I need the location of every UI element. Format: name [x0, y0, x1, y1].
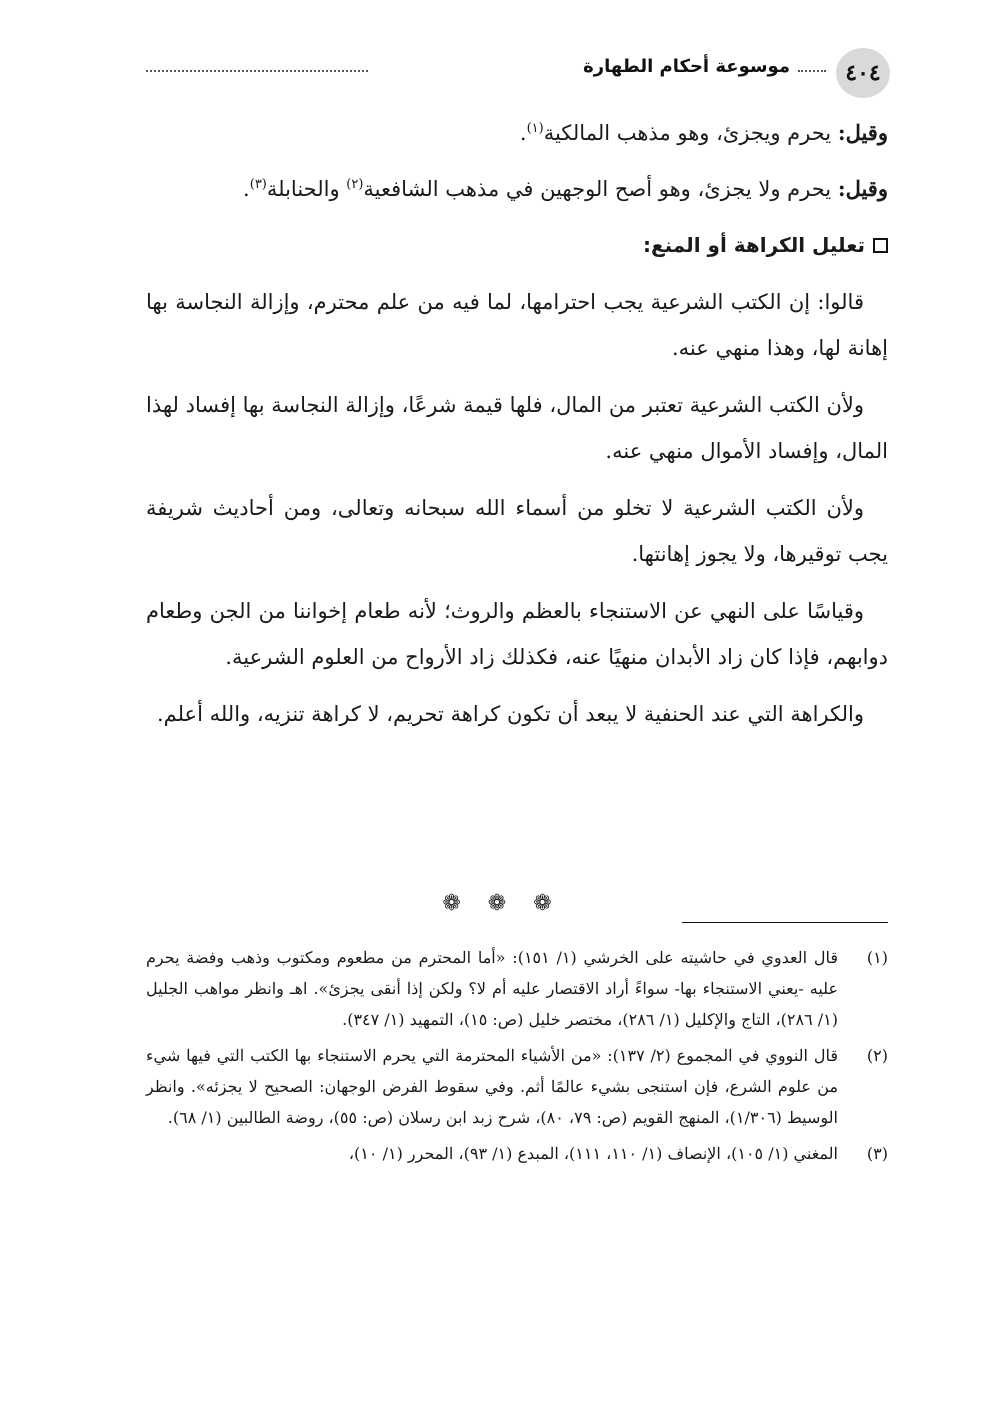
- footnote-divider: [682, 922, 888, 923]
- footnote-ref: (١): [526, 121, 544, 136]
- footnote-ref: (٢): [346, 177, 364, 192]
- opinion-lead: وقيل:: [837, 120, 888, 145]
- body-paragraph: ولأن الكتب الشرعية لا تخلو من أسماء الله سبحانه وتعالى، ومن أحاديث شريفة يجب توقيرها، ولا يجوز إهانتها.: [146, 496, 888, 566]
- footnote-text: قال العدوي في حاشيته على الخرشي (١/ ١٥١): «أما المحترم من مطعوم ومكتوب وذهب وفضة يحرم عليه -يعني الاستنجاء بها- سواءً أراد الاقتصار عليه أم لا؟ ولكن إذا أنقى يجزئ». اهـ وانظر مواهب الجليل (١/ ٢٨٦)، التاج والإكليل (١/ ٢٨٦)، مختصر خليل (ص: ١٥)، التمهيد (١/ ٣٤٧).: [146, 948, 838, 1029]
- body-paragraph: والكراهة التي عند الحنفية لا يبعد أن تكون كراهة تحريم، لا كراهة تنزيه، والله أعلم.: [156, 702, 864, 726]
- footnote-item: [146, 942, 888, 1035]
- footnote-text: قال النووي في المجموع (٢/ ١٣٧): «من الأشياء المحترمة التي يحرم الاستنجاء بها الكتب التي فيها شيء من علوم الشرع، فإن استنجى بشيء عالمًا أثم. وفي سقوط الفرض الوجهان: الصحيح لا يجزئه». وانظر الوسيط (١/٣٠٦)، المنهج القويم (ص: ٧٩، ٨٠)، شرح زبد ابن رسلان (ص: ٥٥)، روضة الطالبين (١/ ٦٨).: [146, 1046, 838, 1127]
- footnote-number: (٢): [866, 1046, 888, 1065]
- footnote-ref: (٣): [249, 177, 267, 192]
- footnote-item: [146, 1040, 888, 1133]
- opinion-text: يحرم ويجزئ، وهو مذهب المالكية: [543, 121, 838, 145]
- footnotes: [146, 942, 888, 1174]
- body-paragraph: وقياسًا على النهي عن الاستنجاء بالعظم والروث؛ لأنه طعام إخواننا من الجن وطعام دوابهم، فإذا كان زاد الأبدان منهيًا عنه، فكذلك زاد الأرواح من العلوم الشرعية.: [146, 599, 888, 669]
- running-header: [144, 46, 890, 102]
- section-heading-text: تعليل الكراهة أو المنع:: [642, 233, 865, 257]
- header-dots-left: [146, 70, 368, 72]
- main-text: [146, 110, 888, 748]
- page-number-badge: [836, 48, 890, 98]
- book-title: موسوعة أحكام الطهارة: [583, 56, 790, 77]
- opinion-end: .: [519, 121, 527, 145]
- page-number: ٤٠٤: [845, 60, 881, 86]
- body-paragraph: قالوا: إن الكتب الشرعية يجب احترامها، لما فيه من علم محترم، وإزالة النجاسة بها إهانة لها، وهذا منهي عنه.: [146, 290, 888, 360]
- opinion-end: .: [243, 177, 250, 201]
- opinion-paragraph: [146, 110, 888, 156]
- footnote-item: [146, 1138, 888, 1169]
- section-heading: [146, 222, 888, 268]
- opinion-paragraph: [146, 166, 888, 212]
- section-separator: ❁ ❁ ❁: [442, 891, 562, 916]
- opinion-text: يحرم ولا يجزئ، وهو أصح الوجهين في مذهب الشافعية: [363, 177, 838, 201]
- header-dots-right: [798, 70, 826, 72]
- footnote-number: (١): [866, 948, 888, 967]
- opinion-text-continued: والحنابلة: [266, 177, 347, 201]
- body-paragraph: ولأن الكتب الشرعية تعتبر من المال، فلها قيمة شرعًا، وإزالة النجاسة بها إفساد لهذا المال، وإفساد الأموال منهي عنه.: [146, 393, 888, 463]
- opinion-lead: وقيل:: [837, 176, 888, 201]
- footnote-text: المغني (١/ ١٠٥)، الإنصاف (١/ ١١٠، ١١١)، المبدع (١/ ٩٣)، المحرر (١/ ١٠)،: [348, 1144, 838, 1163]
- checkbox-square-icon: [873, 238, 888, 253]
- footnote-number: (٣): [866, 1144, 888, 1163]
